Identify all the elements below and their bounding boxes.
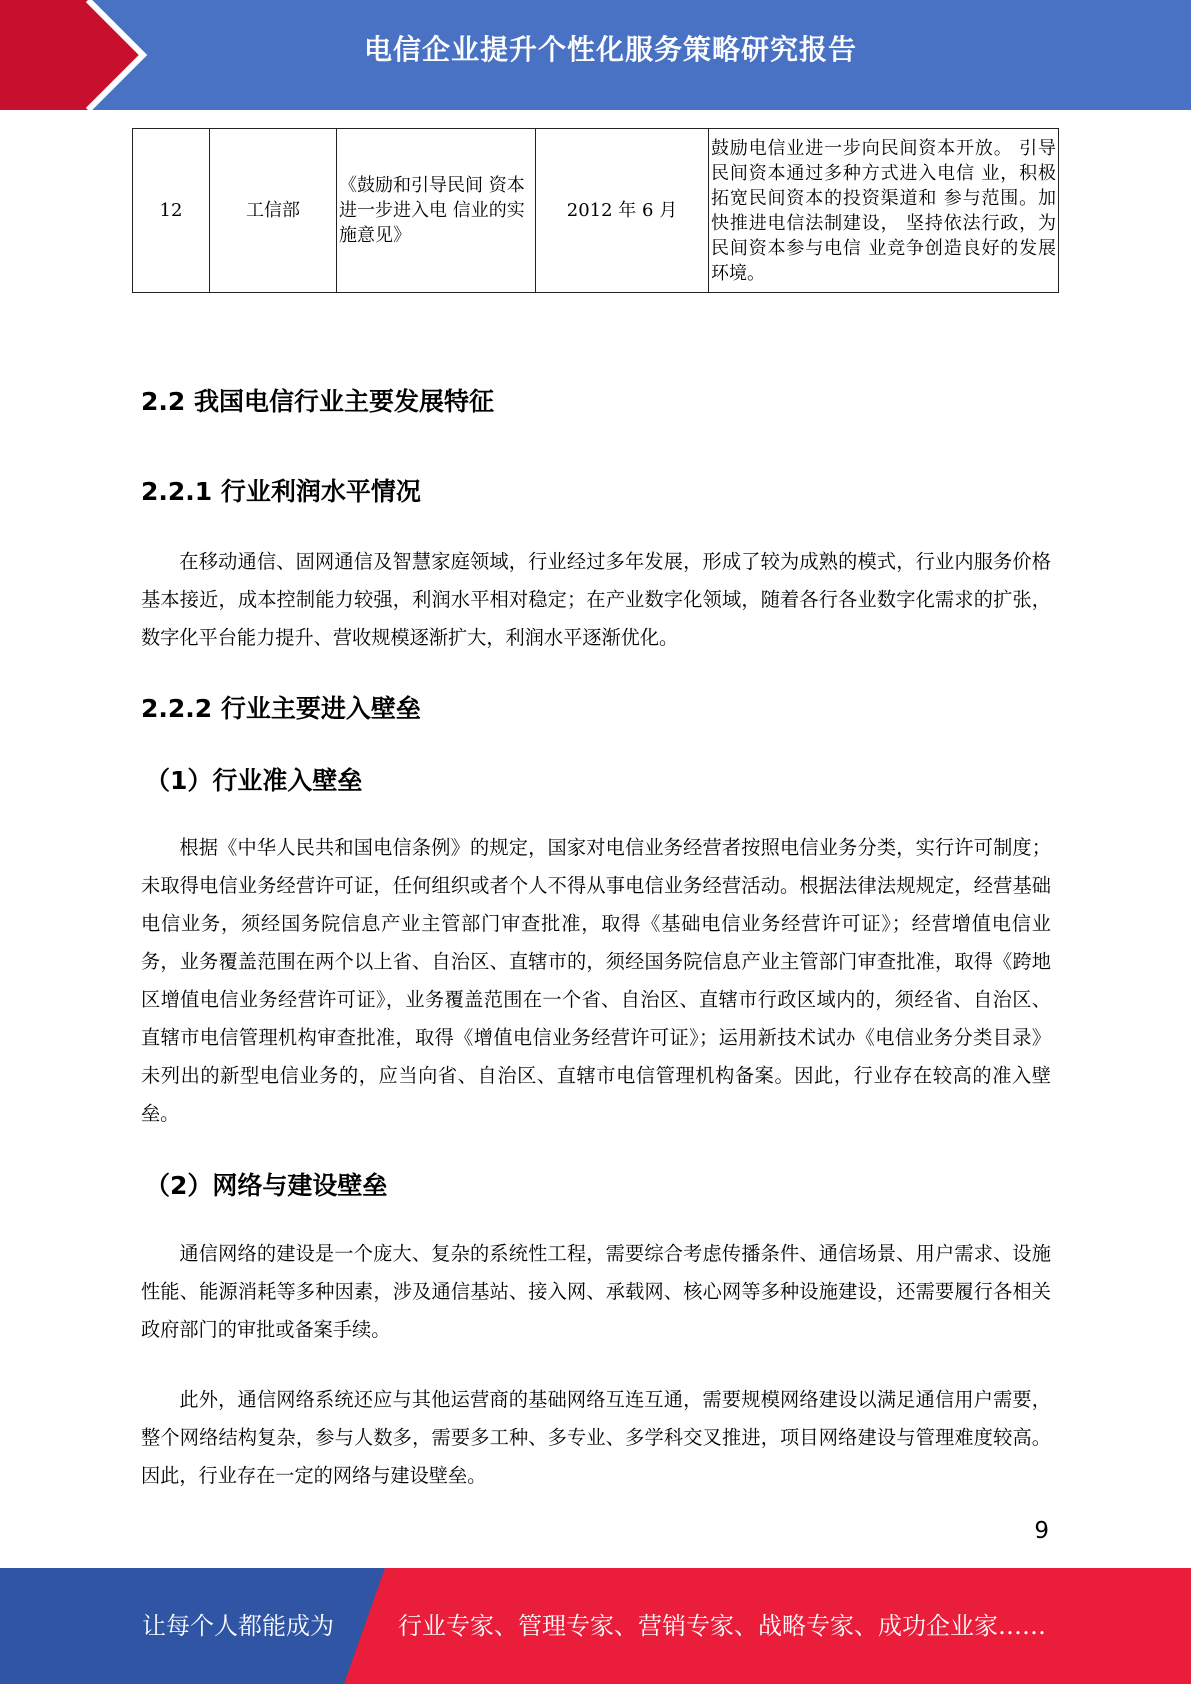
cell-description: 鼓励电信业进一步向民间资本开放。 引导民间资本通过多种方式进入电信 业，积极拓宽民间资本的投资渠道和 参与范围。加快推进电信法制建设， 坚持依法行政，为民间资本参与电信 业竞争创造良好的发展环境。 <box>709 129 1059 293</box>
page-footer <box>0 1568 1191 1684</box>
page-number: 9 <box>1034 1518 1049 1544</box>
subheading-network-barrier: （2）网络与建设壁垒 <box>145 1171 388 1200</box>
table-row <box>133 129 1059 293</box>
section-heading-2-2: 2.2 我国电信行业主要发展特征 <box>141 387 494 416</box>
section-heading-2-2-2: 2.2.2 行业主要进入壁垒 <box>141 694 421 723</box>
paragraph-network-2: 此外，通信网络系统还应与其他运营商的基础网络互连互通，需要规模网络建设以满足通信用户需要，整个网络结构复杂，参与人数多，需要多工种、多专业、多学科交叉推进，项目网络建设与管理难度较高。因此，行业存在一定的网络与建设壁垒。 <box>141 1388 1051 1487</box>
cell-number: 12 <box>133 129 210 293</box>
footer-slogan-left: 让每个人都能成为 <box>142 1612 334 1640</box>
paragraph-entry-barrier: 根据《中华人民共和国电信条例》的规定，国家对电信业务经营者按照电信业务分类，实行许可制度；未取得电信业务经营许可证，任何组织或者个人不得从事电信业务经营活动。根据法律法规规定，经营基础电信业务，须经国务院信息产业主管部门审查批准，取得《基础电信业务经营许可证》；经营增值电信业务，业务覆盖范围在两个以上省、自治区、直辖市的，须经国务院信息产业主管部门审查批准，取得《跨地区增值电信业务经营许可证》，业务覆盖范围在一个省、自治区、直辖市行政区域内的，须经省、自治区、直辖市电信管理机构审查批准，取得《增值电信业务经营许可证》；运用新技术试办《电信业务分类目录》未列出的新型电信业务的，应当向省、自治区、直辖市电信管理机构备案。因此，行业存在较高的准入壁垒。 <box>141 836 1051 1125</box>
paragraph-network-1: 通信网络的建设是一个庞大、复杂的系统性工程，需要综合考虑传播条件、通信场景、用户需求、设施性能、能源消耗等多种因素，涉及通信基站、接入网、承载网、核心网等多种设施建设，还需要履行各相关政府部门的审批或备案手续。 <box>141 1242 1051 1341</box>
cell-date: 2012 年 6 月 <box>536 129 709 293</box>
footer-slogan-right: 行业专家、管理专家、营销专家、战略专家、成功企业家…… <box>398 1612 1046 1640</box>
cell-department: 工信部 <box>210 129 337 293</box>
section-heading-2-2-1: 2.2.1 行业利润水平情况 <box>141 477 421 506</box>
subheading-entry-barrier: （1）行业准入壁垒 <box>145 766 363 795</box>
header-title: 电信企业提升个性化服务策略研究报告 <box>363 33 857 66</box>
paragraph-profit: 在移动通信、固网通信及智慧家庭领域，行业经过多年发展，形成了较为成熟的模式，行业内服务价格基本接近，成本控制能力较强，利润水平相对稳定；在产业数字化领域，随着各行各业数字化需求的扩张，数字化平台能力提升、营收规模逐渐扩大，利润水平逐渐优化。 <box>141 550 1051 649</box>
policy-table <box>132 128 1059 293</box>
page-header <box>0 0 1191 110</box>
cell-document-title: 《鼓励和引导民间 资本进一步进入电 信业的实施意见》 <box>337 129 536 293</box>
